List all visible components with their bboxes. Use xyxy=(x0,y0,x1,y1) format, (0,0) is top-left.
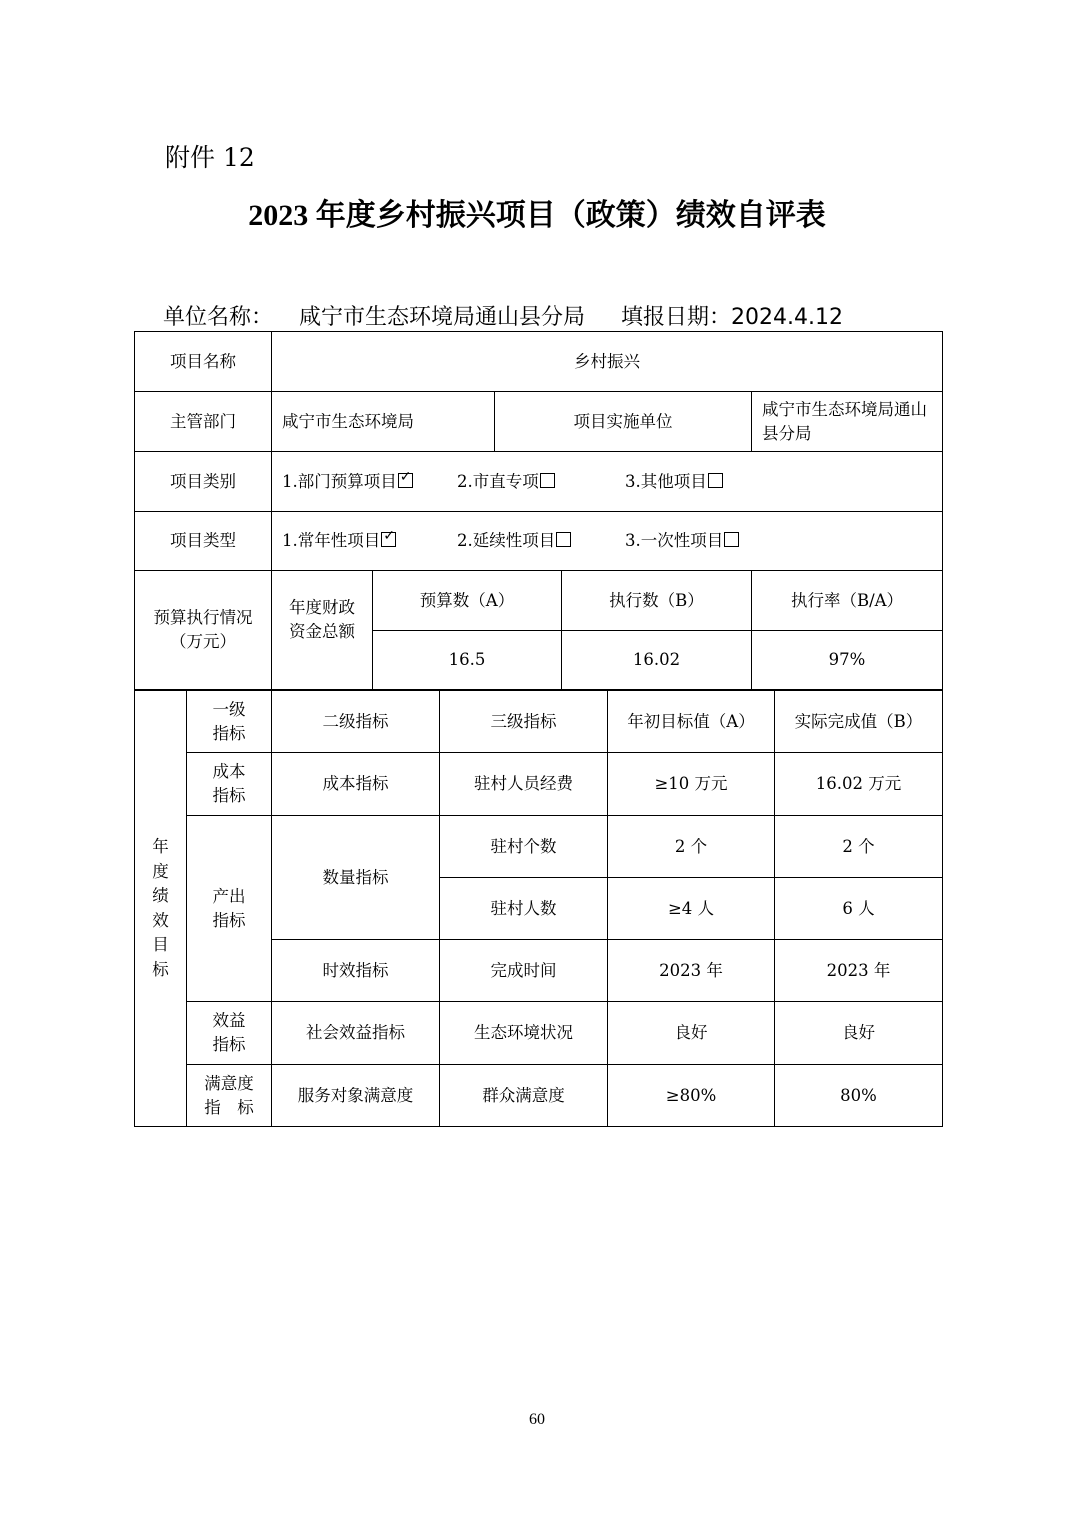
benefit-actual: 良好 xyxy=(775,1002,943,1065)
qty-row2-actual: 6 人 xyxy=(775,878,943,940)
qty-row2-target: ≥4 人 xyxy=(608,878,775,940)
checkbox-checked-icon xyxy=(398,473,413,488)
type-option-3: 3.一次性项目 xyxy=(625,529,739,553)
cost-level2: 成本指标 xyxy=(272,753,440,816)
category-option-3: 3.其他项目 xyxy=(625,470,723,494)
category-options xyxy=(272,452,943,512)
budget-col-rate: 执行率（B/A） xyxy=(752,571,943,631)
header-level1: 一级 指标 xyxy=(187,691,272,753)
satisfaction-target: ≥80% xyxy=(608,1065,775,1127)
table-row xyxy=(135,1002,943,1065)
budget-val-b: 16.02 xyxy=(562,631,752,690)
time-level3: 完成时间 xyxy=(440,940,608,1002)
unit-label: 单位名称： xyxy=(163,305,274,330)
budget-label: 预算执行情况 （万元） xyxy=(135,571,272,690)
time-level2: 时效指标 xyxy=(272,940,440,1002)
satisfaction-actual: 80% xyxy=(775,1065,943,1127)
checkbox-empty-icon xyxy=(708,473,723,488)
type-option-2: 2.延续性项目 xyxy=(457,529,625,553)
header-target: 年初目标值（A） xyxy=(608,691,775,753)
report-meta xyxy=(163,300,843,331)
cost-actual: 16.02 万元 xyxy=(775,753,943,816)
qty-row1-target: 2 个 xyxy=(608,816,775,878)
dept-value: 咸宁市生态环境局 xyxy=(272,392,495,452)
table-row xyxy=(135,816,943,878)
perf-section-text: 年 度 绩 效 目 标 xyxy=(152,837,169,979)
date-label: 填报日期： xyxy=(621,305,732,330)
benefit-level1: 效益 指标 xyxy=(187,1002,272,1065)
benefit-target: 良好 xyxy=(608,1002,775,1065)
type-options xyxy=(272,512,943,571)
header-actual: 实际完成值（B） xyxy=(775,691,943,753)
budget-val-a: 16.5 xyxy=(373,631,562,690)
category-option-1: 1.部门预算项目✓ xyxy=(282,470,457,494)
header-level2: 二级指标 xyxy=(272,691,440,753)
perf-section-label xyxy=(135,691,187,1127)
header-level3: 三级指标 xyxy=(440,691,608,753)
page-number: 60 xyxy=(529,1411,545,1428)
qty-row2-level3: 驻村人数 xyxy=(440,878,608,940)
checkbox-empty-icon xyxy=(540,473,555,488)
checkbox-checked-icon xyxy=(381,532,396,547)
output-level1: 产出 指标 xyxy=(187,816,272,1002)
dept-label: 主管部门 xyxy=(135,392,272,452)
satisfaction-level3: 群众满意度 xyxy=(440,1065,608,1127)
time-target: 2023 年 xyxy=(608,940,775,1002)
checkbox-empty-icon xyxy=(556,532,571,547)
category-label: 项目类别 xyxy=(135,452,272,512)
table-row xyxy=(135,753,943,816)
type-label: 项目类型 xyxy=(135,512,272,571)
cost-level1: 成本 指标 xyxy=(187,753,272,816)
page-title: 2023 年度乡村振兴项目（政策）绩效自评表 xyxy=(248,199,826,232)
checkbox-empty-icon xyxy=(724,532,739,547)
unit-value: 咸宁市生态环境局通山县分局 xyxy=(299,305,586,330)
fiscal-total-label: 年度财政 资金总额 xyxy=(272,571,373,690)
type-option-1: 1.常年性项目✓ xyxy=(282,529,457,553)
impl-unit-label: 项目实施单位 xyxy=(495,392,752,452)
cost-target: ≥10 万元 xyxy=(608,753,775,816)
qty-row1-level3: 驻村个数 xyxy=(440,816,608,878)
qty-level2: 数量指标 xyxy=(272,816,440,940)
cost-level3: 驻村人员经费 xyxy=(440,753,608,816)
project-name-label: 项目名称 xyxy=(135,332,272,392)
budget-val-rate: 97% xyxy=(752,631,943,690)
budget-col-b: 执行数（B） xyxy=(562,571,752,631)
impl-unit-value: 咸宁市生态环境局通山县分局 xyxy=(752,392,943,452)
benefit-level2: 社会效益指标 xyxy=(272,1002,440,1065)
performance-table xyxy=(134,690,943,1127)
qty-row1-actual: 2 个 xyxy=(775,816,943,878)
attachment-label: 附件 12 xyxy=(165,143,255,172)
satisfaction-level2: 服务对象满意度 xyxy=(272,1065,440,1127)
table-row xyxy=(135,1065,943,1127)
project-name-value: 乡村振兴 xyxy=(272,332,943,392)
satisfaction-level1: 满意度 指 标 xyxy=(187,1065,272,1127)
budget-col-a: 预算数（A） xyxy=(373,571,562,631)
category-option-2: 2.市直专项 xyxy=(457,470,625,494)
time-actual: 2023 年 xyxy=(775,940,943,1002)
benefit-level3: 生态环境状况 xyxy=(440,1002,608,1065)
project-info-table xyxy=(134,331,943,690)
date-value: 2024.4.12 xyxy=(731,305,844,330)
